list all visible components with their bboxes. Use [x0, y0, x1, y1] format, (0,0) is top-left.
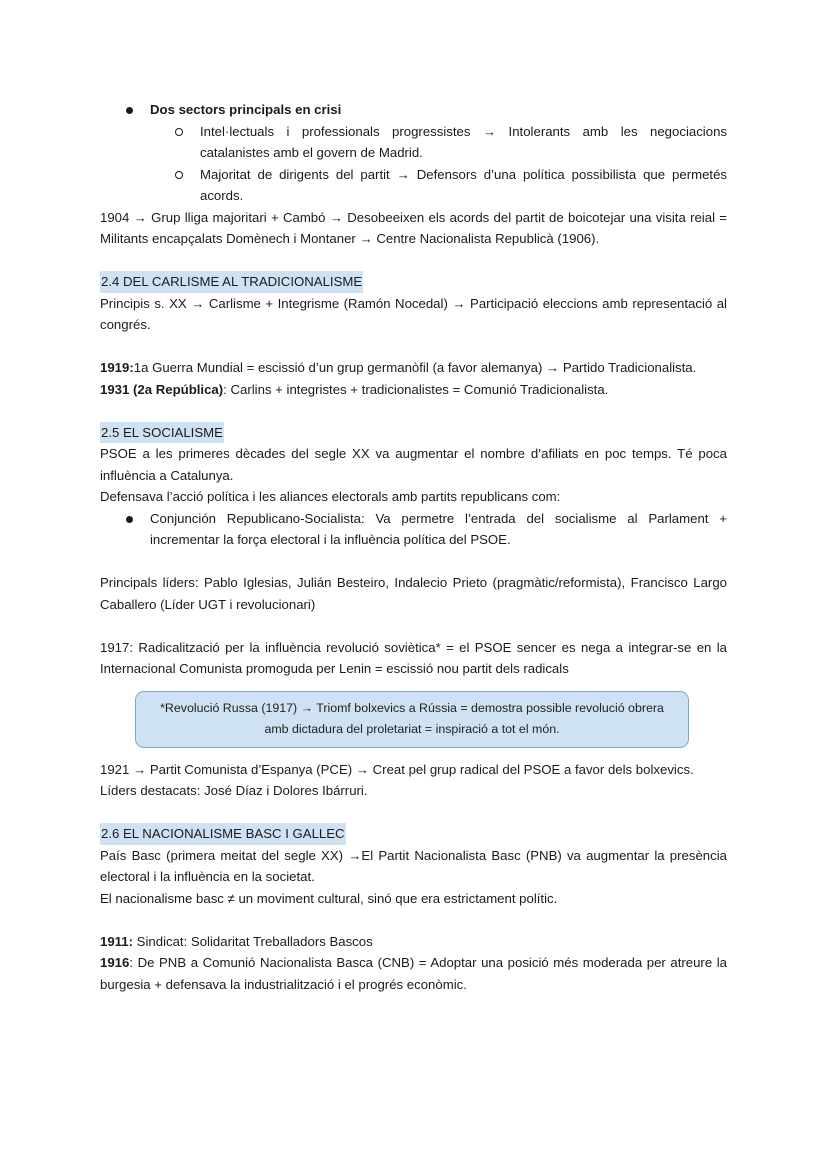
section-heading: 2.4 DEL CARLISME AL TRADICIONALISME — [100, 271, 363, 293]
list-item — [100, 121, 727, 164]
paragraph-text: 1a Guerra Mundial = escissió d’un grup germanòfil (a favor alemanya) → Partido Tradicionalista. — [133, 360, 697, 375]
paragraph: Principis s. XX → Carlisme + Integrisme (Ramón Nocedal) → Participació eleccions amb representació al congrés. — [100, 295, 727, 332]
bullet-icon — [126, 107, 133, 114]
crisis-title: Dos sectors principals en crisi — [150, 102, 342, 117]
paragraph: Principals líders: Pablo Iglesias, Julián Besteiro, Indalecio Prieto (pragmàtic/reformista), Francisco Largo Caballero (Líder UGT i revolucionari) — [100, 575, 727, 612]
year-label: 1916 — [100, 955, 130, 970]
paragraph: Defensava l’acció política i les aliances electorals amb partits republicans com: — [100, 489, 561, 504]
callout-box — [135, 691, 689, 748]
section-heading: 2.5 EL SOCIALISME — [100, 422, 224, 444]
paragraph — [100, 379, 727, 401]
list-item — [100, 508, 727, 551]
circle-bullet-icon — [175, 128, 183, 136]
paragraph: El nacionalisme basc ≠ un moviment cultural, sinó que era estrictament polític. — [100, 890, 558, 906]
circle-bullet-icon — [175, 171, 183, 179]
list-item — [100, 99, 727, 121]
year-label: 1911: — [100, 933, 134, 949]
callout-line: *Revolució Russa (1917) → Triomf bolxevics a Rússia = demostra possible revolució obrera — [160, 701, 664, 715]
paragraph-text: : De PNB a Comunió Nacionalista Basca (CNB) = Adoptar una posició més moderada per atreure la burgesia + defensava la industrialització i el progrés econòmic. — [100, 955, 727, 992]
year-label: 1919: — [100, 360, 134, 375]
paragraph-text: Sindicat: Solidaritat Treballadors Bascos — [133, 933, 373, 949]
list-item — [100, 164, 727, 207]
bullet-text: Conjunción Republicano-Socialista: Va permetre l’entrada del socialisme al Parlament + incrementar la força electoral i la influència política del PSOE. — [150, 510, 727, 547]
bullet-icon — [126, 516, 133, 523]
document-page — [100, 99, 727, 995]
paragraph — [100, 931, 727, 953]
year-label: 1931 (2a República) — [100, 381, 224, 397]
paragraph: 1904 → Grup lliga majoritari + Cambó → Desobeeixen els acords del partit de boicotejar una visita reial = Militants encapçalats Domènech i Montaner → Centre Nacionalista Republicà (1906). — [100, 209, 727, 246]
paragraph: 1917: Radicalització per la influència revolució soviètica* = el PSOE sencer es nega a integrar-se en la Internacional Comunista promoguda per Lenin = escissió nou partit dels radicals — [100, 639, 727, 676]
paragraph: Líders destacats: José Díaz i Dolores Ibárruri. — [100, 783, 368, 798]
paragraph: País Basc (primera meitat del segle XX) →El Partit Nacionalista Basc (PNB) va augmentar la presència electoral i la influència en la societat. — [100, 847, 727, 884]
callout-line: amb dictadura del proletariat = inspiració a tot el món. — [264, 722, 560, 736]
section-heading: 2.6 EL NACIONALISME BASC I GALLEC — [100, 823, 346, 845]
paragraph-text: : Carlins + integristes + tradicionalistes = Comunió Tradicionalista. — [223, 381, 609, 397]
paragraph — [100, 357, 727, 379]
crisis-item-text: Intel·lectuals i professionals progressistes → Intolerants amb les negociacions catalanistes amb el govern de Madrid. — [200, 123, 727, 160]
crisis-item-text: Majoritat de dirigents del partit → Defensors d’una política possibilista que permetés acords. — [200, 166, 727, 203]
paragraph: 1921 → Partit Comunista d’Espanya (PCE) → Creat pel grup radical del PSOE a favor dels bolxevics. — [100, 761, 694, 777]
paragraph — [100, 952, 727, 995]
paragraph: PSOE a les primeres dècades del segle XX va augmentar el nombre d’afiliats en poc temps. Té poca influència a Catalunya. — [100, 446, 727, 483]
